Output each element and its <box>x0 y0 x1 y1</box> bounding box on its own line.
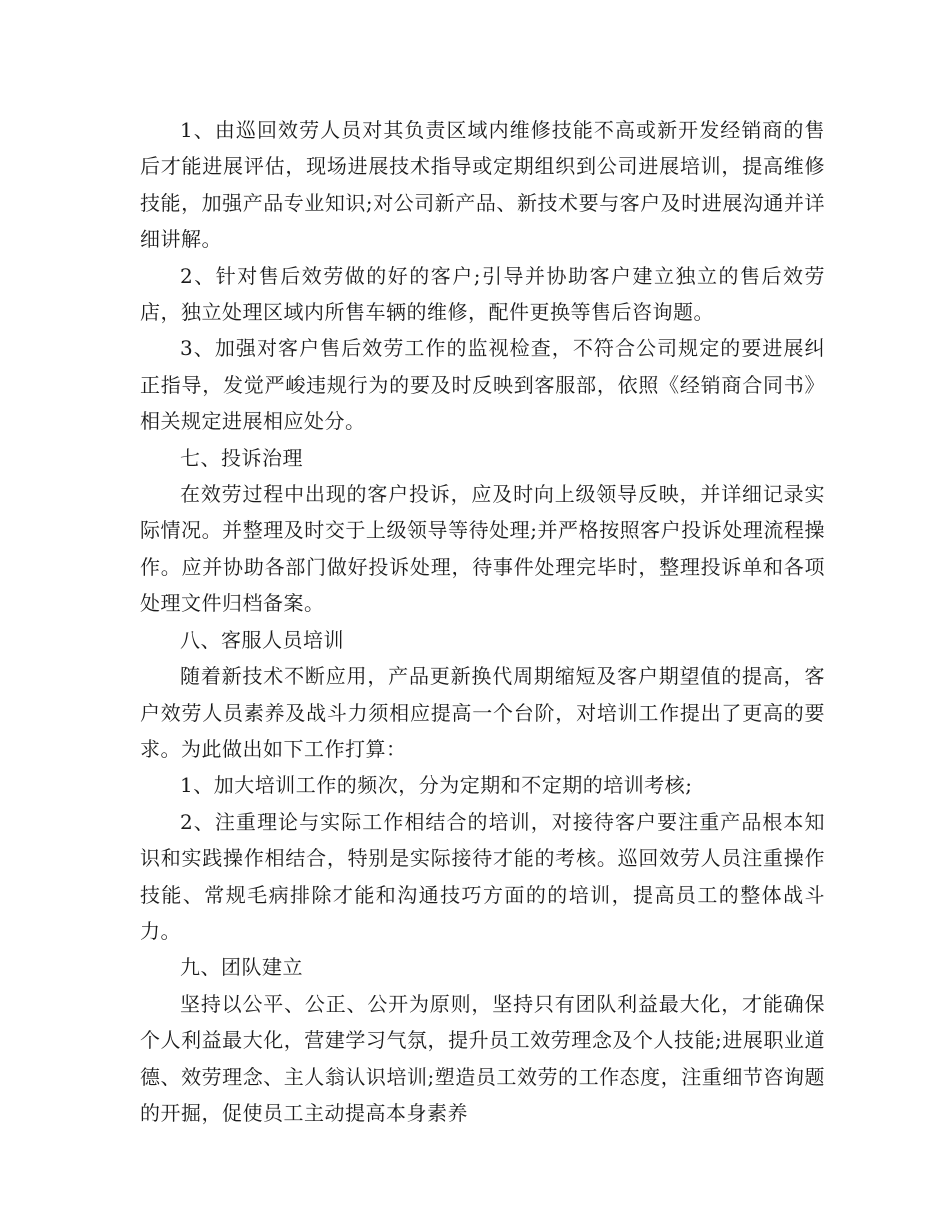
paragraph-item-1: 1、由巡回效劳人员对其负责区域内维修技能不高或新开发经销商的售后才能进展评估，现场进展技术指导或定期组织到公司进展培训，提高维修技能，加强产品专业知识;对公司新产品、新技术要与客户及时进展沟通并详细讲解。 <box>140 118 825 252</box>
section-heading-complaints: 七、投诉治理 <box>180 445 303 470</box>
section-heading-team: 九、团队建立 <box>180 955 303 980</box>
paragraph-complaints: 在效劳过程中出现的客户投诉，应及时向上级领导反映，并详细记录实际情况。并整理及时交于上级领导等待处理;并严格按照客户投诉处理流程操作。应并协助各部门做好投诉处理，待事件处理完毕时，整理投诉单和各项处理文件归档备案。 <box>140 482 825 616</box>
paragraph-item-2: 2、针对售后效劳做的好的客户;引导并协助客户建立独立的售后效劳店，独立处理区域内所售车辆的维修，配件更换等售后咨询题。 <box>140 263 825 325</box>
section-heading-training: 八、客服人员培训 <box>180 627 344 652</box>
paragraph-team: 坚持以公平、公正、公开为原则，坚持只有团队利益最大化，才能确保个人利益最大化，营建学习气氛，提升员工效劳理念及个人技能;进展职业道德、效劳理念、主人翁认识培训;塑造员工效劳的工作态度，注重细节咨询题的开掘，促使员工主动提高本身素养 <box>140 991 825 1125</box>
paragraph-training-intro: 随着新技术不断应用，产品更新换代周期缩短及客户期望值的提高，客户效劳人员素养及战斗力须相应提高一个台阶，对培训工作提出了更高的要求。为此做出如下工作打算： <box>140 664 825 761</box>
paragraph-item-3: 3、加强对客户售后效劳工作的监视检查，不符合公司规定的要进展纠正指导，发觉严峻违规行为的要及时反映到客服部，依照《经销商合同书》相关规定进展相应处分。 <box>140 336 825 434</box>
document-body <box>140 112 825 1131</box>
paragraph-training-item-2: 2、注重理论与实际工作相结合的培训，对接待客户要注重产品根本知识和实践操作相结合，特别是实际接待才能的考核。巡回效劳人员注重操作技能、常规毛病排除才能和沟通技巧方面的的培训，提高员工的整体战斗力。 <box>140 809 825 943</box>
paragraph-training-item-1: 1、加大培训工作的频次，分为定期和不定期的培训考核; <box>180 773 693 798</box>
